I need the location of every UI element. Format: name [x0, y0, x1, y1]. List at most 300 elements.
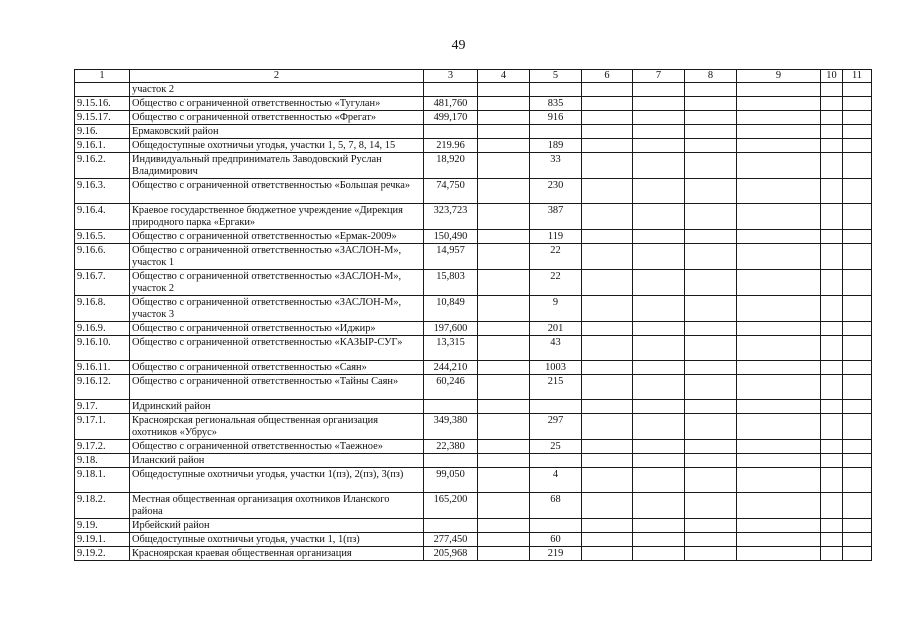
empty-cell — [582, 139, 633, 153]
row-value: 230 — [530, 179, 582, 204]
empty-cell — [582, 204, 633, 230]
row-area: 481,760 — [424, 97, 478, 111]
empty-cell — [633, 468, 685, 493]
empty-cell — [685, 179, 737, 204]
empty-cell — [843, 153, 872, 179]
empty-cell — [478, 547, 530, 561]
empty-cell — [582, 179, 633, 204]
empty-cell — [633, 533, 685, 547]
table-row — [75, 533, 872, 547]
row-name: Общество с ограниченной ответственностью «Тайны Саян» — [130, 375, 424, 400]
empty-cell — [685, 414, 737, 440]
table-row — [75, 440, 872, 454]
empty-cell — [633, 139, 685, 153]
empty-cell — [685, 468, 737, 493]
empty-cell — [685, 125, 737, 139]
row-value — [530, 400, 582, 414]
row-area — [424, 400, 478, 414]
empty-cell — [685, 139, 737, 153]
row-number: 9.16.5. — [75, 230, 130, 244]
row-name: Местная общественная организация охотников Иланского района — [130, 493, 424, 519]
row-area: 74,750 — [424, 179, 478, 204]
empty-cell — [821, 244, 843, 270]
empty-cell — [821, 204, 843, 230]
row-value — [530, 125, 582, 139]
row-area: 22,380 — [424, 440, 478, 454]
empty-cell — [633, 296, 685, 322]
empty-cell — [478, 244, 530, 270]
row-name: участок 2 — [130, 83, 424, 97]
table-row — [75, 97, 872, 111]
empty-cell — [821, 270, 843, 296]
empty-cell — [478, 153, 530, 179]
empty-cell — [685, 454, 737, 468]
row-name: Ирбейский район — [130, 519, 424, 533]
empty-cell — [737, 97, 821, 111]
table-row — [75, 375, 872, 400]
row-number: 9.15.17. — [75, 111, 130, 125]
table-row — [75, 125, 872, 139]
row-name: Общество с ограниченной ответственностью «Фрегат» — [130, 111, 424, 125]
empty-cell — [821, 83, 843, 97]
empty-cell — [821, 519, 843, 533]
empty-cell — [685, 533, 737, 547]
row-number: 9.16.1. — [75, 139, 130, 153]
row-number: 9.18.1. — [75, 468, 130, 493]
empty-cell — [633, 204, 685, 230]
row-name: Общедоступные охотничьи угодья, участки 1, 5, 7, 8, 14, 15 — [130, 139, 424, 153]
empty-cell — [821, 296, 843, 322]
table-row — [75, 270, 872, 296]
row-value: 9 — [530, 296, 582, 322]
row-name: Красноярская краевая общественная организация — [130, 547, 424, 561]
row-value: 835 — [530, 97, 582, 111]
table-row — [75, 153, 872, 179]
empty-cell — [478, 454, 530, 468]
row-number: 9.16.6. — [75, 244, 130, 270]
column-header: 2 — [130, 70, 424, 83]
empty-cell — [821, 440, 843, 454]
row-value: 119 — [530, 230, 582, 244]
table-row — [75, 244, 872, 270]
empty-cell — [582, 153, 633, 179]
empty-cell — [737, 336, 821, 361]
row-area: 219.96 — [424, 139, 478, 153]
empty-cell — [843, 230, 872, 244]
row-area: 165,200 — [424, 493, 478, 519]
empty-cell — [685, 547, 737, 561]
empty-cell — [685, 322, 737, 336]
table-row — [75, 414, 872, 440]
empty-cell — [821, 414, 843, 440]
column-header: 6 — [582, 70, 633, 83]
empty-cell — [633, 270, 685, 296]
empty-cell — [821, 468, 843, 493]
column-header: 11 — [843, 70, 872, 83]
empty-cell — [843, 296, 872, 322]
empty-cell — [582, 83, 633, 97]
empty-cell — [633, 414, 685, 440]
empty-cell — [737, 179, 821, 204]
empty-cell — [582, 244, 633, 270]
empty-cell — [633, 111, 685, 125]
empty-cell — [843, 533, 872, 547]
empty-cell — [478, 414, 530, 440]
empty-cell — [843, 375, 872, 400]
empty-cell — [843, 336, 872, 361]
empty-cell — [478, 468, 530, 493]
column-header: 3 — [424, 70, 478, 83]
empty-cell — [582, 440, 633, 454]
row-number: 9.17.2. — [75, 440, 130, 454]
empty-cell — [821, 533, 843, 547]
empty-cell — [633, 440, 685, 454]
row-area: 197,600 — [424, 322, 478, 336]
row-area: 60,246 — [424, 375, 478, 400]
empty-cell — [633, 153, 685, 179]
table-row — [75, 468, 872, 493]
row-number: 9.19. — [75, 519, 130, 533]
empty-cell — [737, 361, 821, 375]
row-name: Общество с ограниченной ответственностью «Большая речка» — [130, 179, 424, 204]
row-value: 4 — [530, 468, 582, 493]
row-value: 43 — [530, 336, 582, 361]
empty-cell — [843, 111, 872, 125]
empty-cell — [582, 519, 633, 533]
empty-cell — [685, 375, 737, 400]
row-value: 22 — [530, 244, 582, 270]
empty-cell — [478, 519, 530, 533]
table-row — [75, 179, 872, 204]
empty-cell — [737, 468, 821, 493]
table-row — [75, 322, 872, 336]
row-value: 201 — [530, 322, 582, 336]
row-name: Общество с ограниченной ответственностью «КАЗЫР-СУГ» — [130, 336, 424, 361]
empty-cell — [737, 83, 821, 97]
row-number: 9.16.12. — [75, 375, 130, 400]
empty-cell — [478, 400, 530, 414]
row-number: 9.16.3. — [75, 179, 130, 204]
empty-cell — [478, 270, 530, 296]
column-header: 1 — [75, 70, 130, 83]
empty-cell — [582, 111, 633, 125]
row-area — [424, 454, 478, 468]
empty-cell — [843, 125, 872, 139]
row-number: 9.16.8. — [75, 296, 130, 322]
row-name: Общество с ограниченной ответственностью «Тугулан» — [130, 97, 424, 111]
row-number — [75, 83, 130, 97]
empty-cell — [478, 230, 530, 244]
empty-cell — [821, 97, 843, 111]
empty-cell — [582, 270, 633, 296]
column-header: 10 — [821, 70, 843, 83]
empty-cell — [685, 244, 737, 270]
empty-cell — [821, 400, 843, 414]
empty-cell — [737, 125, 821, 139]
empty-cell — [737, 244, 821, 270]
row-area: 14,957 — [424, 244, 478, 270]
empty-cell — [821, 361, 843, 375]
empty-cell — [843, 244, 872, 270]
empty-cell — [478, 139, 530, 153]
column-header: 8 — [685, 70, 737, 83]
row-name: Общедоступные охотничьи угодья, участки 1, 1(пз) — [130, 533, 424, 547]
empty-cell — [478, 179, 530, 204]
empty-cell — [737, 270, 821, 296]
empty-cell — [582, 454, 633, 468]
row-name: Ермаковский район — [130, 125, 424, 139]
empty-cell — [685, 400, 737, 414]
row-value — [530, 454, 582, 468]
row-area: 18,920 — [424, 153, 478, 179]
empty-cell — [737, 375, 821, 400]
empty-cell — [685, 296, 737, 322]
table-row — [75, 83, 872, 97]
empty-cell — [843, 493, 872, 519]
empty-cell — [478, 125, 530, 139]
row-name: Индивидуальный предприниматель Заводовский Руслан Владимирович — [130, 153, 424, 179]
empty-cell — [582, 97, 633, 111]
row-number: 9.15.16. — [75, 97, 130, 111]
row-name: Общество с ограниченной ответственностью «ЗАСЛОН-М», участок 2 — [130, 270, 424, 296]
table-row — [75, 547, 872, 561]
empty-cell — [633, 322, 685, 336]
table-header-row — [75, 70, 872, 83]
empty-cell — [685, 440, 737, 454]
row-number: 9.17. — [75, 400, 130, 414]
row-number: 9.19.1. — [75, 533, 130, 547]
empty-cell — [821, 322, 843, 336]
row-name: Красноярская региональная общественная организация охотников «Убрус» — [130, 414, 424, 440]
empty-cell — [478, 111, 530, 125]
row-name: Идринский район — [130, 400, 424, 414]
empty-cell — [821, 493, 843, 519]
empty-cell — [843, 270, 872, 296]
empty-cell — [633, 361, 685, 375]
row-value: 22 — [530, 270, 582, 296]
empty-cell — [821, 111, 843, 125]
table-row — [75, 230, 872, 244]
empty-cell — [633, 375, 685, 400]
row-area: 205,968 — [424, 547, 478, 561]
empty-cell — [843, 97, 872, 111]
empty-cell — [633, 454, 685, 468]
row-area: 244,210 — [424, 361, 478, 375]
row-value — [530, 519, 582, 533]
empty-cell — [685, 493, 737, 519]
empty-cell — [737, 139, 821, 153]
empty-cell — [582, 125, 633, 139]
empty-cell — [737, 533, 821, 547]
row-number: 9.16.4. — [75, 204, 130, 230]
empty-cell — [582, 375, 633, 400]
empty-cell — [633, 125, 685, 139]
empty-cell — [843, 361, 872, 375]
empty-cell — [843, 440, 872, 454]
row-area — [424, 125, 478, 139]
page-number: 49 — [451, 38, 466, 53]
empty-cell — [633, 493, 685, 519]
empty-cell — [582, 361, 633, 375]
empty-cell — [843, 454, 872, 468]
empty-cell — [685, 519, 737, 533]
empty-cell — [633, 244, 685, 270]
row-number: 9.16.7. — [75, 270, 130, 296]
empty-cell — [821, 153, 843, 179]
row-area: 150,490 — [424, 230, 478, 244]
row-number: 9.18.2. — [75, 493, 130, 519]
row-value: 60 — [530, 533, 582, 547]
row-value: 1003 — [530, 361, 582, 375]
row-name: Краевое государственное бюджетное учреждение «Дирекция природного парка «Ергаки» — [130, 204, 424, 230]
empty-cell — [821, 125, 843, 139]
empty-cell — [685, 97, 737, 111]
row-name: Общество с ограниченной ответственностью «Таежное» — [130, 440, 424, 454]
empty-cell — [582, 296, 633, 322]
row-value: 215 — [530, 375, 582, 400]
table-row — [75, 519, 872, 533]
empty-cell — [843, 547, 872, 561]
empty-cell — [633, 547, 685, 561]
empty-cell — [685, 111, 737, 125]
empty-cell — [685, 204, 737, 230]
table-row — [75, 336, 872, 361]
row-area: 277,450 — [424, 533, 478, 547]
empty-cell — [685, 270, 737, 296]
row-value: 33 — [530, 153, 582, 179]
empty-cell — [478, 533, 530, 547]
empty-cell — [737, 153, 821, 179]
empty-cell — [582, 493, 633, 519]
row-number: 9.16.10. — [75, 336, 130, 361]
empty-cell — [582, 230, 633, 244]
empty-cell — [478, 336, 530, 361]
empty-cell — [582, 547, 633, 561]
row-area — [424, 83, 478, 97]
empty-cell — [685, 361, 737, 375]
row-name: Общедоступные охотничьи угодья, участки 1(пз), 2(пз), 3(пз) — [130, 468, 424, 493]
row-area: 10,849 — [424, 296, 478, 322]
empty-cell — [737, 230, 821, 244]
column-header: 5 — [530, 70, 582, 83]
empty-cell — [843, 322, 872, 336]
empty-cell — [633, 519, 685, 533]
empty-cell — [737, 454, 821, 468]
table-row — [75, 400, 872, 414]
empty-cell — [843, 139, 872, 153]
table-row — [75, 139, 872, 153]
row-name: Иланский район — [130, 454, 424, 468]
row-number: 9.19.2. — [75, 547, 130, 561]
row-value: 297 — [530, 414, 582, 440]
row-value: 25 — [530, 440, 582, 454]
table-body — [75, 83, 872, 561]
row-value: 916 — [530, 111, 582, 125]
empty-cell — [843, 179, 872, 204]
empty-cell — [737, 493, 821, 519]
column-header: 4 — [478, 70, 530, 83]
empty-cell — [582, 414, 633, 440]
empty-cell — [737, 296, 821, 322]
empty-cell — [737, 519, 821, 533]
row-value: 387 — [530, 204, 582, 230]
row-name: Общество с ограниченной ответственностью «Саян» — [130, 361, 424, 375]
row-number: 9.16. — [75, 125, 130, 139]
empty-cell — [478, 361, 530, 375]
empty-cell — [478, 440, 530, 454]
empty-cell — [633, 336, 685, 361]
empty-cell — [633, 97, 685, 111]
table-row — [75, 204, 872, 230]
column-header: 7 — [633, 70, 685, 83]
empty-cell — [737, 400, 821, 414]
empty-cell — [478, 204, 530, 230]
empty-cell — [821, 547, 843, 561]
empty-cell — [737, 111, 821, 125]
empty-cell — [821, 454, 843, 468]
empty-cell — [633, 179, 685, 204]
empty-cell — [582, 400, 633, 414]
empty-cell — [685, 83, 737, 97]
empty-cell — [633, 83, 685, 97]
empty-cell — [582, 336, 633, 361]
row-value: 189 — [530, 139, 582, 153]
empty-cell — [685, 153, 737, 179]
row-area — [424, 519, 478, 533]
empty-cell — [685, 336, 737, 361]
empty-cell — [582, 533, 633, 547]
empty-cell — [478, 375, 530, 400]
row-name: Общество с ограниченной ответственностью «Иджир» — [130, 322, 424, 336]
row-area: 13,315 — [424, 336, 478, 361]
empty-cell — [843, 83, 872, 97]
empty-cell — [843, 468, 872, 493]
row-number: 9.17.1. — [75, 414, 130, 440]
empty-cell — [821, 139, 843, 153]
row-name: Общество с ограниченной ответственностью «ЗАСЛОН-М», участок 1 — [130, 244, 424, 270]
empty-cell — [821, 375, 843, 400]
row-number: 9.16.2. — [75, 153, 130, 179]
empty-cell — [821, 230, 843, 244]
row-value — [530, 83, 582, 97]
row-number: 9.18. — [75, 454, 130, 468]
empty-cell — [685, 230, 737, 244]
row-name: Общество с ограниченной ответственностью «Ермак-2009» — [130, 230, 424, 244]
table-row — [75, 296, 872, 322]
row-area: 15,803 — [424, 270, 478, 296]
empty-cell — [582, 322, 633, 336]
row-name: Общество с ограниченной ответственностью «ЗАСЛОН-М», участок 3 — [130, 296, 424, 322]
empty-cell — [737, 322, 821, 336]
row-area: 499,170 — [424, 111, 478, 125]
column-header: 9 — [737, 70, 821, 83]
row-area: 349,380 — [424, 414, 478, 440]
empty-cell — [633, 400, 685, 414]
empty-cell — [843, 204, 872, 230]
row-number: 9.16.11. — [75, 361, 130, 375]
empty-cell — [478, 83, 530, 97]
empty-cell — [843, 400, 872, 414]
row-area: 99,050 — [424, 468, 478, 493]
empty-cell — [821, 179, 843, 204]
table-row — [75, 454, 872, 468]
empty-cell — [737, 204, 821, 230]
empty-cell — [478, 493, 530, 519]
empty-cell — [582, 468, 633, 493]
hunting-grounds-table — [74, 69, 872, 561]
row-value: 68 — [530, 493, 582, 519]
empty-cell — [843, 519, 872, 533]
